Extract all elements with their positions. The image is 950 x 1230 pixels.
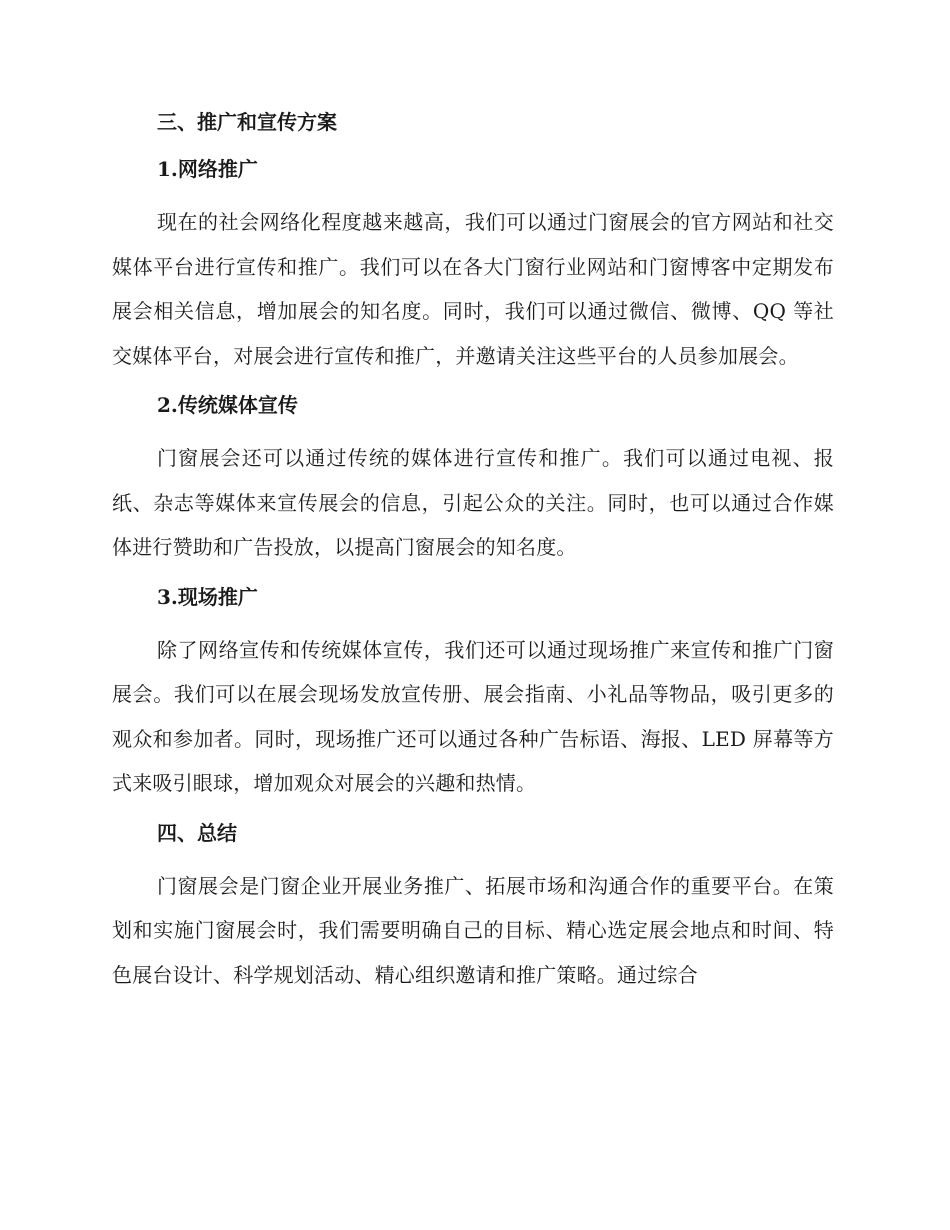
subheading-traditional-media: 2.传统媒体宣传	[157, 393, 298, 417]
paragraph-traditional-media: 门窗展会还可以通过传统的媒体进行宣传和推广。我们可以通过电视、报纸、杂志等媒体来宣传展会的信息，引起公众的关注。同时，也可以通过合作媒体进行赞助和广告投放，以提高门窗展会的知名度。	[112, 446, 834, 559]
paragraph-summary: 门窗展会是门窗企业开展业务推广、拓展市场和沟通合作的重要平台。在策划和实施门窗展会时，我们需要明确自己的目标、精心选定展会地点和时间、特色展台设计、科学规划活动、精心组织邀请和推广策略。通过综合	[112, 873, 834, 987]
paragraph-online-promotion: 现在的社会网络化程度越来越高，我们可以通过门窗展会的官方网站和社交媒体平台进行宣传和推广。我们可以在各大门窗行业网站和门窗博客中定期发布展会相关信息，增加展会的知名度。同时，我们可以通过微信、微博、QQ 等社交媒体平台，对展会进行宣传和推广，并邀请关注这些平台的人员参加展会。	[112, 210, 834, 368]
document-body	[112, 108, 834, 997]
subheading-online-promotion: 1.网络推广	[157, 157, 258, 181]
subheading-onsite-promotion: 3.现场推广	[157, 584, 258, 609]
paragraph-onsite-promotion: 除了网络宣传和传统媒体宣传，我们还可以通过现场推广来宣传和推广门窗展会。我们可以在展会现场发放宣传册、展会指南、小礼品等物品，吸引更多的观众和参加者。同时，现场推广还可以通过各种广告标语、海报、LED 屏幕等方式来吸引眼球，增加观众对展会的兴趣和热情。	[112, 637, 834, 795]
section-heading-promotion: 三、推广和宣传方案	[157, 110, 337, 134]
section-heading-summary: 四、总结	[157, 820, 237, 845]
